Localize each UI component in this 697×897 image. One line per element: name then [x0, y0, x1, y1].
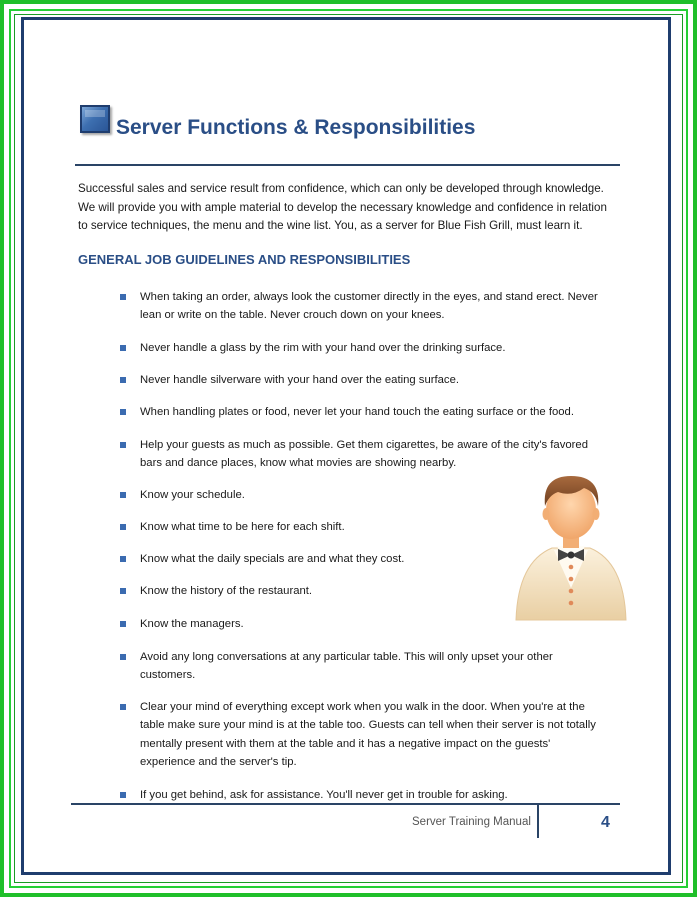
bullet-icon — [120, 524, 126, 530]
list-item-line: Know what time to be here for each shift. — [140, 521, 345, 533]
list-item-line: Know your schedule. — [140, 489, 245, 501]
list-item — [140, 371, 622, 389]
list-item-line: Know what the daily specials are and what they cost. — [140, 553, 405, 565]
waiter-illustration — [512, 470, 630, 625]
bullet-icon — [120, 556, 126, 562]
page-title: Server Functions & Responsibilities — [116, 116, 476, 139]
bullet-icon — [120, 492, 126, 498]
list-item-line: mentally present with them at the table and it has a negative impact on the guests' — [140, 737, 551, 750]
blue-square-icon — [80, 105, 110, 133]
list-item-line: If you get behind, ask for assistance. You'll never get in trouble for asking. — [140, 789, 508, 801]
list-item-line: Never handle silverware with your hand over the eating surface. — [140, 374, 459, 386]
list-item-line: Clear your mind of everything except work when you walk in the door. When you're at the — [140, 701, 585, 713]
footer-text: Server Training Manual — [412, 816, 531, 828]
footer-divider — [537, 805, 539, 838]
list-item-line: Know the history of the restaurant. — [140, 585, 313, 597]
list-item — [140, 698, 622, 772]
intro-line: to service techniques, the menu and the wine list. You, as a server for Blue Fish Grill, must learn it. — [78, 219, 583, 233]
bullet-icon — [120, 704, 126, 710]
list-item — [140, 339, 622, 357]
list-item — [140, 288, 622, 325]
bullet-icon — [120, 442, 126, 448]
intro-paragraph — [78, 180, 623, 236]
list-item-line: When handling plates or food, never let your hand touch the eating surface or the food. — [140, 406, 574, 418]
bullet-icon — [120, 621, 126, 627]
list-item-line: Help your guests as much as possible. Get them cigarettes, be aware of the city's favored — [140, 439, 588, 451]
list-item-line: lean or write on the table. Never crouch down on your knees. — [140, 309, 445, 322]
list-item-line: customers. — [140, 669, 196, 682]
page-number: 4 — [601, 814, 610, 831]
list-item-line: table make sure your mind is at the table too. Guests can tell when their server is not totally — [140, 719, 596, 732]
section-heading: GENERAL JOB GUIDELINES AND RESPONSIBILITIES — [78, 252, 411, 267]
list-item — [140, 436, 622, 473]
bullet-icon — [120, 409, 126, 415]
bullet-icon — [120, 377, 126, 383]
bullet-icon — [120, 345, 126, 351]
list-item-line: Avoid any long conversations at any particular table. This will only upset your other — [140, 651, 553, 663]
intro-line: We will provide you with ample material to develop the necessary knowledge and confidence in relation — [78, 200, 607, 214]
bullet-icon — [120, 792, 126, 798]
title-rule — [75, 164, 620, 166]
list-item-line: When taking an order, always look the customer directly in the eyes, and stand erect. Never — [140, 291, 598, 303]
list-item — [140, 648, 622, 685]
list-item-line: Never handle a glass by the rim with your hand over the drinking surface. — [140, 342, 506, 354]
bullet-icon — [120, 588, 126, 594]
bullet-icon — [120, 294, 126, 300]
list-item — [140, 403, 622, 421]
list-item-line: experience and the server's tip. — [140, 756, 297, 769]
list-item-line: Know the managers. — [140, 618, 244, 630]
intro-line: Successful sales and service result from confidence, which can only be developed through knowledge. — [78, 182, 604, 195]
bullet-icon — [120, 654, 126, 660]
list-item — [140, 786, 622, 804]
list-item-line: bars and dance places, know what movies are showing nearby. — [140, 457, 457, 470]
